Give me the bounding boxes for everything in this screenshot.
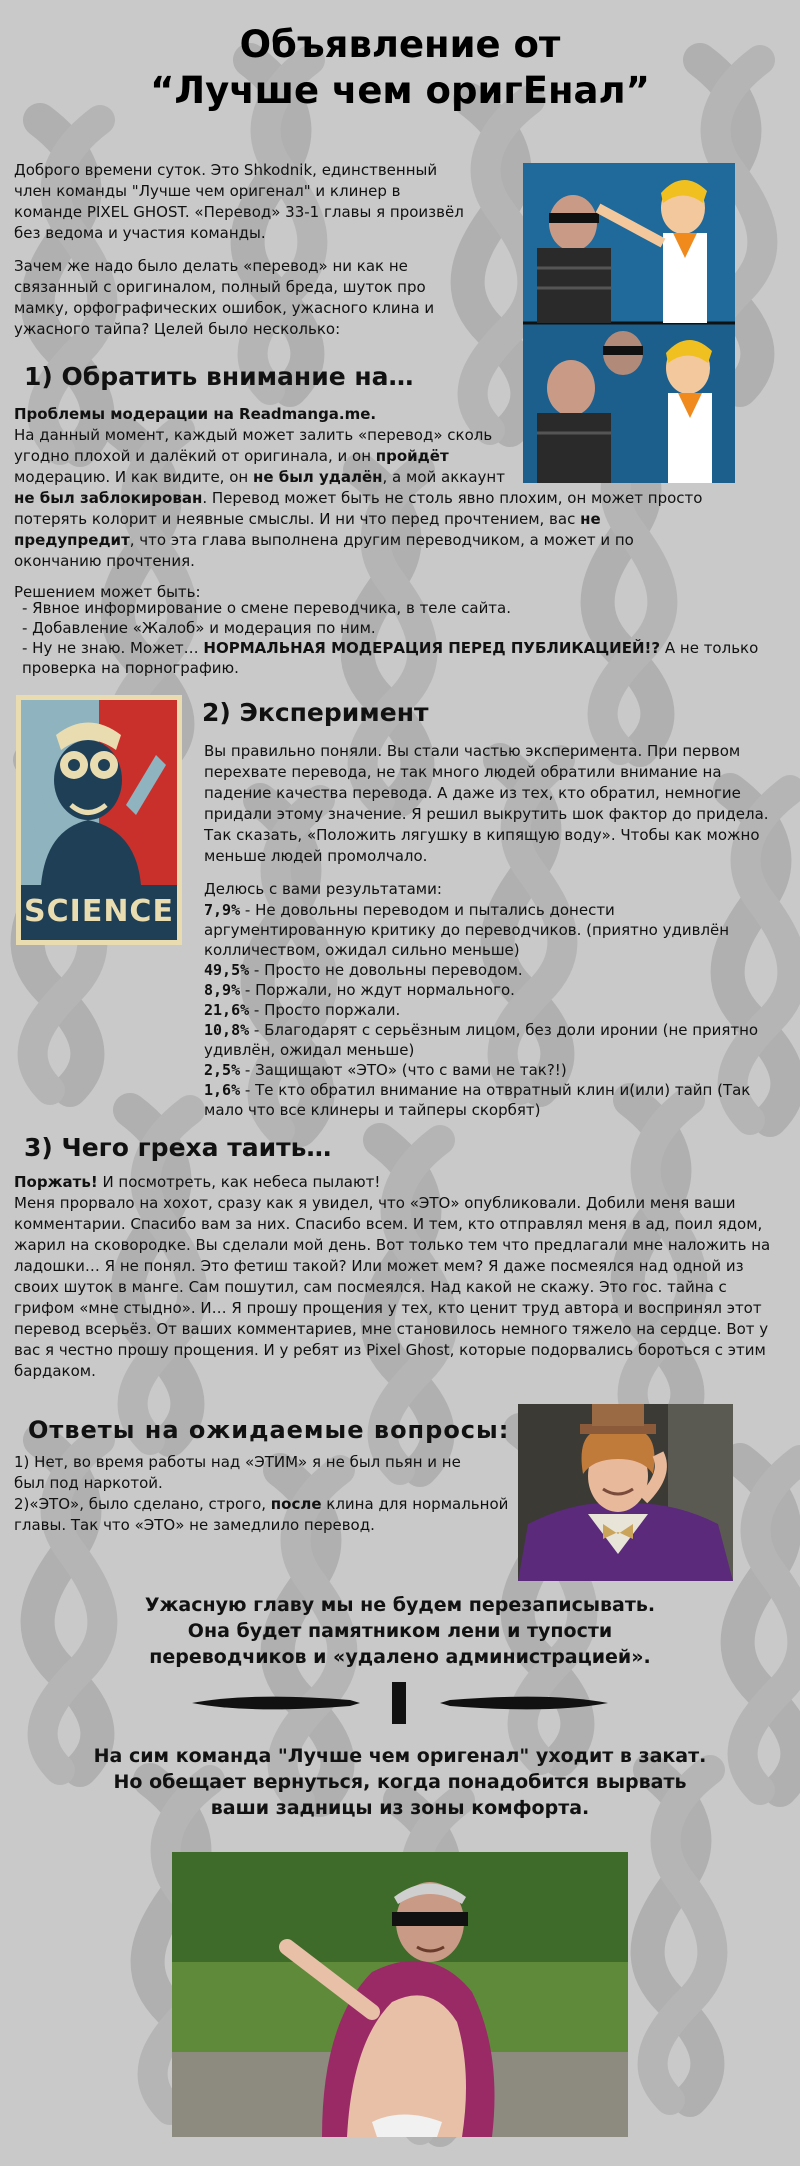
- result-pct: 1,6%: [204, 1081, 241, 1099]
- result-pct: 21,6%: [204, 1001, 250, 1019]
- section-1-body-continued: [14, 488, 704, 603]
- answer-2-bold: после: [270, 1495, 322, 1513]
- s1-bold-4: не предупредит: [14, 510, 601, 549]
- s1-bold-3: не был заблокирован: [14, 489, 203, 507]
- result-pct: 8,9%: [204, 981, 241, 999]
- result-pct: 7,9%: [204, 901, 241, 919]
- result-item: [204, 1060, 776, 1080]
- answers-body: [14, 1452, 509, 1536]
- s1-bold-2: не был удалён: [252, 468, 383, 486]
- result-item: [204, 900, 776, 960]
- farewell-line-1: На сим команда "Лучше чем оригенал" уходит в закат.: [93, 1745, 707, 1767]
- page-title: [0, 22, 800, 114]
- section-1-heading: 1) Обратить внимание на…: [24, 362, 414, 391]
- result-text: - Не довольны переводом и пытались донести аргументированную критику до переводчиков. (приятно удивлён колличеством, ожидал сильно меньше): [204, 901, 730, 959]
- results-list: [204, 900, 776, 1120]
- section-2-heading: 2) Эксперимент: [202, 698, 429, 727]
- intro-paragraph-2: Зачем же надо было делать «перевод» ни как не связанный с оригиналом, полный бреда, шуток про мамку, орфографических ошибок, ужасного клина и ужасного тайпа? Целей было несколько:: [14, 257, 435, 338]
- section-3-paragraph: Меня прорвало на хохот, сразу как я увидел, что «ЭТО» опубликовали. Добили меня ваши комментарии. Спасибо вам за них. Спасибо всем. И тем, кто отправлял меня в ад, поил ядом, жарил на сковородке. Вы сделали мой день. Вот только тем что предлагали мне наложить на ладошки… Я не понял. Это фетиш такой? Или может мем? Я даже посмеялся над одной из своих шуток в манге. Сам пошутил, сам посмеялся. Над какой не скажу. Это гос. тайна с грифом «мне стыдно». И… Я прошу прощения у тех, кто ценит труд автора и воспринял этот перевод всерьёз. От ваших комментариев, мне становилось немного тяжело на сердце. Вот у вас я честно прошу прощения. И у ребят из Pixel Ghost, которые подорвались бороться с этим бардаком.: [14, 1194, 771, 1380]
- s1-text-1: На данный момент, каждый может залить «перевод» сколь угодно плохой и далёкий от оригинала, и он: [14, 426, 493, 465]
- result-pct: 2,5%: [204, 1061, 241, 1079]
- results-intro: Делюсь с вами результатами:: [204, 880, 442, 898]
- farewell-block: [0, 1743, 800, 1821]
- section-3-body: [14, 1172, 782, 1382]
- solution-item-1: - Явное информирование о смене переводчика, в теле сайта.: [22, 599, 512, 617]
- farewell-line-3: ваши задницы из зоны комфорта.: [210, 1797, 590, 1819]
- result-item: [204, 1020, 776, 1060]
- solution-item-3-bold: НОРМАЛЬНАЯ МОДЕРАЦИЯ ПЕРЕД ПУБЛИКАЦИЕЙ!?: [203, 639, 661, 657]
- s1-text-3: , а мой аккаунт: [382, 468, 505, 486]
- meme-image-wonka: [518, 1404, 733, 1581]
- closing-line-2: Она будет памятником лени и тупости: [187, 1620, 613, 1642]
- result-item: [204, 1000, 776, 1020]
- title-line-2: “Лучше чем оригЕнал”: [150, 69, 650, 112]
- s1-text-5: , что эта глава выполнена другим переводчиком, а может и по окончанию прочтения.: [14, 531, 634, 570]
- farewell-line-2: Но обещает вернуться, когда понадобится вырвать: [113, 1771, 687, 1793]
- divider-ornament: [190, 1680, 610, 1726]
- meme-image-superbaby: [172, 1852, 628, 2137]
- result-pct: 10,8%: [204, 1021, 250, 1039]
- solution-item-3: [14, 638, 779, 678]
- answer-2-pre: 2)«ЭТО», было сделано, строго,: [14, 1495, 271, 1513]
- title-line-1: Объявление от: [239, 23, 561, 66]
- solution-item-3-pre: - Ну не знаю. Может…: [22, 639, 204, 657]
- result-item: [204, 1080, 776, 1120]
- closing-block: [0, 1592, 800, 1670]
- result-text: - Защищают «ЭТО» (что с вами не так?!): [240, 1061, 567, 1079]
- solution-intro: Решением может быть:: [14, 583, 201, 601]
- result-text: - Просто поржали.: [249, 1001, 401, 1019]
- section-3-lead: И посмотреть, как небеса пылают!: [97, 1173, 381, 1191]
- solution-item-3-post: А не только проверка на порнографию.: [22, 639, 759, 677]
- answers-heading: Ответы на ожидаемые вопросы:: [28, 1416, 510, 1444]
- section-1-body: [14, 425, 769, 488]
- science-poster: [16, 695, 182, 945]
- s1-text-4: . Перевод может быть не столь явно плохим, он может просто потерять колорит и неявные смыслы. И ни что перед прочтением, вас: [14, 489, 703, 528]
- result-text: - Благодарят с серьёзным лицом, без доли иронии (не приятно удивлён, ожидал меньше): [204, 1021, 759, 1059]
- answer-1: 1) Нет, во время работы над «ЭТИМ» я не был пьян и не был под наркотой.: [14, 1453, 461, 1492]
- poster-label: SCIENCE: [24, 894, 174, 929]
- section-2-paragraph: Вы правильно поняли. Вы стали частью эксперимента. При первом перехвате перевода, не так много людей обратили внимание на падение качества перевода. А даже из тех, кто обратил, немногие придали этому значение. Я решил выкрутить шок фактор до придела. Так сказать, «Положить лягушку в кипящую воду». Чтобы как можно меньше людей промолчало.: [204, 742, 769, 865]
- solution-item-2: - Добавление «Жалоб» и модерация по ним.: [22, 619, 376, 637]
- closing-line-3: переводчиков и «удалено администрацией».: [149, 1646, 651, 1668]
- section-3-lead-bold: Поржать!: [14, 1173, 98, 1191]
- result-text: - Поржали, но ждут нормального.: [240, 981, 515, 999]
- solution-list: [14, 598, 779, 678]
- intro-paragraph-1: Доброго времени суток. Это Shkodnik, единственный член команды "Лучше чем оригенал" и клинер в команде PIXEL GHOST. «Перевод» 33-1 главы я произвёл без ведома и участия команды.: [14, 161, 464, 242]
- answer-2-post: клина для нормальной главы. Так что «ЭТО» не замедлило перевод.: [14, 1495, 509, 1534]
- result-pct: 49,5%: [204, 961, 250, 979]
- result-item: [204, 960, 776, 980]
- result-text: - Просто не довольны переводом.: [249, 961, 523, 979]
- intro: [14, 160, 469, 340]
- result-item: [204, 980, 776, 1000]
- section-1-subheading: Проблемы модерации на Readmanga.me.: [14, 405, 377, 423]
- section-3-heading: 3) Чего греха таить…: [24, 1133, 332, 1162]
- s1-bold-1: пройдёт: [375, 447, 449, 465]
- closing-line-1: Ужасную главу мы не будем перезаписывать.: [144, 1594, 656, 1616]
- section-1-body-top: [14, 404, 514, 425]
- s1-text-2: модерацию. И как видите, он: [14, 468, 253, 486]
- result-text: - Те кто обратил внимание на отвратный клин и(или) тайп (Так мало что все клинеры и тайперы скорбят): [204, 1081, 751, 1119]
- section-2-body: [204, 741, 776, 1120]
